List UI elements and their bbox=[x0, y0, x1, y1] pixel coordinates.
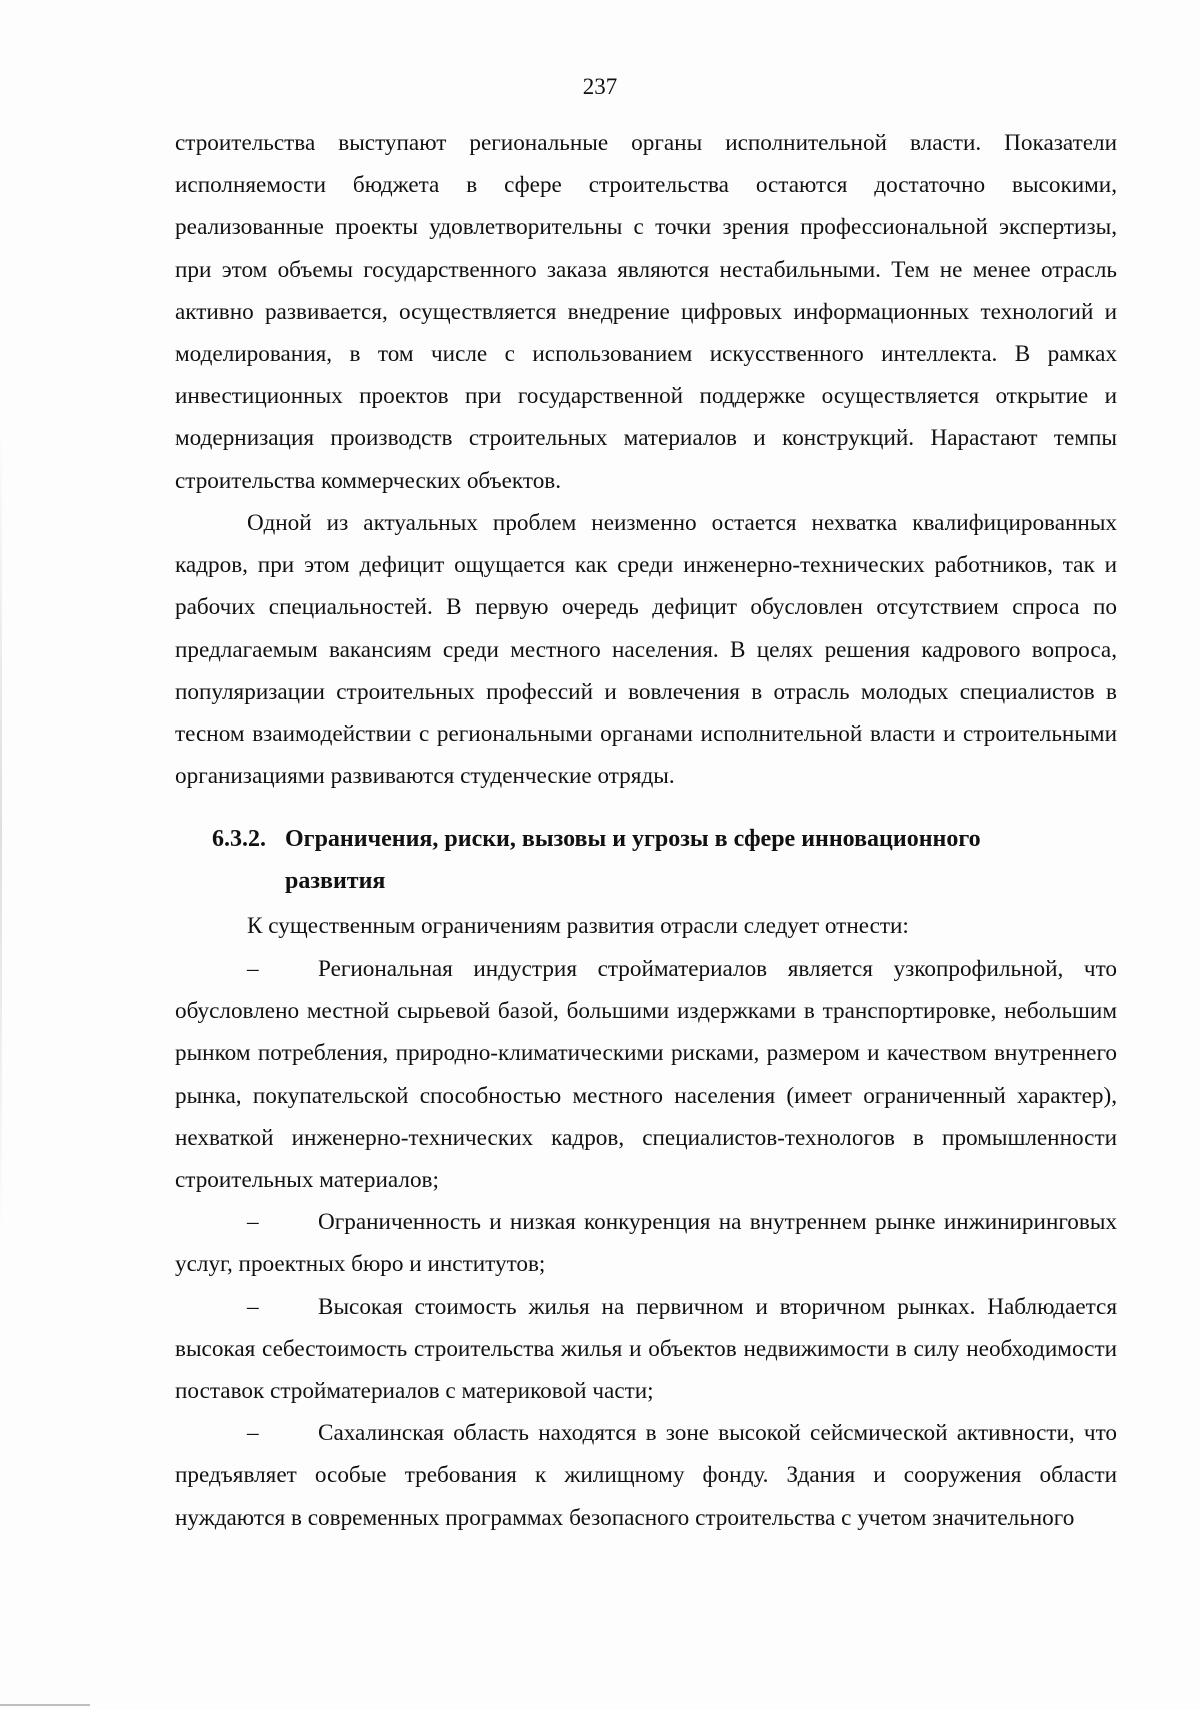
section-number: 6.3.2. bbox=[212, 826, 266, 852]
list-dash: – bbox=[247, 956, 259, 982]
paragraph-block bbox=[175, 502, 1117, 797]
page-number: 237 bbox=[582, 74, 618, 99]
list-dash: – bbox=[247, 1209, 259, 1236]
paragraph-block bbox=[175, 122, 1117, 502]
list-item-text: Высокая стоимость жилья на первичном и вторичном рынках. Наблюдается высокая себестоимость строительства жилья и объектов недвижимости в силу необходимости поставок стройматериалов с материковой части; bbox=[175, 1293, 1117, 1405]
paragraph: Одной из актуальных проблем неизменно остается нехватка квалифицированных кадров, при этом дефицит ощущается как среди инженерно-технических работников, так и рабочих специальностей. В первую очередь дефицит обусловлен отсутствием спроса по предлагаемым вакансиям среди местного населения. В целях решения кадрового вопроса, популяризации строительных профессий и вовлечения в отрасль молодых специалистов в тесном взаимодействии с региональными органами исполнительной власти и строительными организациями развиваются студенческие отряды. bbox=[175, 510, 1117, 790]
list-item-text: Ограниченность и низкая конкуренция на внутреннем рынке инжиниринговых услуг, проектных бюро и институтов; bbox=[175, 1209, 1117, 1278]
list-item bbox=[175, 1286, 1117, 1413]
scan-edge-shadow bbox=[0, 420, 2, 1240]
scan-bottom-mark bbox=[0, 1704, 90, 1706]
list-item bbox=[175, 948, 1117, 1201]
list-item bbox=[175, 1201, 1117, 1285]
section-title-line2: развития bbox=[285, 868, 386, 894]
list-dash: – bbox=[247, 1293, 259, 1320]
list-intro: К существенным ограничениям развития отрасли следует отнести: bbox=[247, 913, 909, 939]
limitations-list bbox=[175, 948, 1117, 1539]
section-title-line1: Ограничения, риски, вызовы и угрозы в сфере инновационного bbox=[285, 826, 981, 852]
list-item bbox=[175, 1412, 1117, 1539]
list-item-text: Сахалинская область находятся в зоне высокой сейсмической активности, что предъявляет особые требования к жилищному фонду. Здания и сооружения области нуждаются в современных программах безопасного строительства с учетом значительного bbox=[175, 1420, 1117, 1531]
paragraph: строительства выступают региональные органы исполнительной власти. Показатели исполняемости бюджета в сфере строительства остаются достаточно высокими, реализованные проекты удовлетворительны с точки зрения профессиональной экспертизы, при этом объемы государственного заказа являются нестабильными. Тем не менее отрасль активно развивается, осуществляется внедрение цифровых информационных технологий и моделирования, в том числе с использованием искусственного интеллекта. В рамках инвестиционных проектов при государственной поддержке осуществляется открытие и модернизация производств строительных материалов и конструкций. Нарастают темпы строительства коммерческих объектов. bbox=[175, 130, 1117, 494]
list-dash: – bbox=[247, 1420, 259, 1447]
section-heading bbox=[212, 818, 1117, 902]
list-item-text: Региональная индустрия стройматериалов является узкопрофильной, что обусловлено местной сырьевой базой, большими издержками в транспортировке, небольшим рынком потребления, природно-климатическими рисками, размером и качеством внутреннего рынка, покупательской способностью местного населения (имеет ограниченный характер), нехваткой инженерно-технических кадров, специалистов-технологов в промышленности строительных материалов; bbox=[175, 956, 1117, 1194]
